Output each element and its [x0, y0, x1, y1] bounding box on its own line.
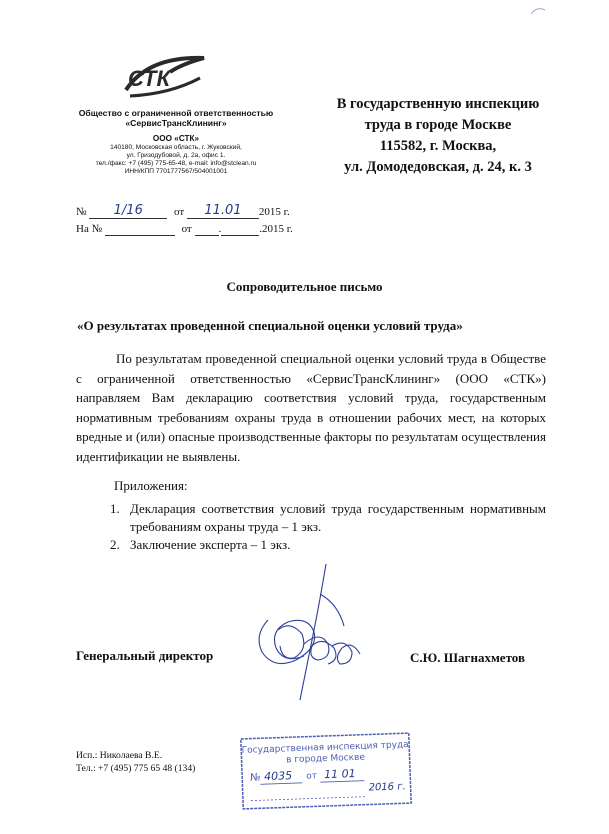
on-date-sep: . [218, 223, 222, 235]
company-line-1: Общество с ограниченной ответственностью [78, 108, 274, 118]
company-logo [118, 50, 210, 102]
addressee-block [318, 94, 558, 178]
company-address-1: 140180, Московская область, г. Жуковский, [110, 144, 242, 151]
on-month-blank [221, 235, 259, 236]
stamp-date: 11 01 [323, 766, 356, 782]
executor-name: Исп.: Николаева В.Е. [76, 750, 163, 761]
attachment-text: Декларация соответствия условий труда государственным нормативным требованиям охраны труда – 1 экз. [130, 501, 546, 534]
attachment-item [110, 536, 546, 554]
ref-from-label: от [174, 206, 185, 218]
company-block [62, 108, 290, 176]
stamp-line-2: в городе Москве [286, 752, 366, 766]
company-address-2: ул. Гризодубовой, д. 2а, офис 1. [126, 152, 226, 159]
outgoing-reference [76, 204, 290, 219]
ref-number: 1/16 [89, 204, 167, 219]
company-contacts: тел./факс: +7 (495) 775-65-48, e-mail: info@stclean.ru [95, 160, 257, 167]
on-number-blank [105, 235, 175, 236]
logo-text: СТК [128, 66, 171, 91]
ref-no-prefix: № [76, 206, 87, 218]
addressee-line-3: 115582, г. Москва, [379, 138, 497, 154]
signatory-position: Генеральный директор [76, 648, 214, 663]
addressee-line-1: В государственную инспекцию [336, 96, 540, 112]
on-day-blank [195, 235, 219, 236]
attachment-number: 1. [110, 501, 120, 516]
registration-stamp [236, 732, 416, 810]
pen-mark-icon [529, 4, 547, 18]
executor-phone: Тел.: +7 (495) 775 65 48 (134) [76, 763, 196, 774]
stamp-number: 4035 [263, 769, 293, 784]
ref-year: 2015 г. [258, 206, 290, 218]
company-short-name: ООО «СТК» [152, 134, 200, 143]
incoming-reference [76, 222, 293, 236]
ref-date: 11.01 [187, 204, 259, 219]
attachment-number: 2. [110, 537, 120, 552]
company-inn: ИНН/КПП 7701777567/504001001 [124, 168, 228, 175]
attachments-heading: Приложения: [114, 478, 188, 493]
addressee-line-4: ул. Домодедовская, д. 24, к. 3 [344, 159, 532, 175]
handwritten-signature [248, 560, 368, 710]
attachment-text: Заключение эксперта – 1 экз. [130, 537, 291, 552]
document-title: Сопроводительное письмо [226, 279, 383, 294]
on-prefix: На № [76, 223, 103, 235]
on-from-label: от [181, 223, 192, 235]
company-line-2: «СервисТрансКлининг» [125, 118, 227, 128]
stamp-year: 2016 г. [368, 781, 406, 794]
on-year: .2015 г. [259, 223, 293, 235]
letter-body: По результатам проведенной специальной оценки условий труда в Обществе с ограниченной ответственностью «СервисТрансКлининг» (ООО «СТК») направляем Вам декларацию соответствия условий труда, государственным нормативным требованиям охраны труда в отношении рабочих мест, на которых вредные и (или) опасные производственные факторы по результатам осуществления идентификации не выявлены. [76, 351, 546, 464]
stamp-from-label: от [306, 771, 318, 782]
attachment-item [110, 500, 546, 536]
stamp-line-1: Государственная инспекция труда [241, 740, 409, 756]
signatory-name: С.Ю. Шагнахметов [410, 650, 525, 665]
document-subject: «О результатах проведенной специальной оценки условий труда» [77, 318, 463, 333]
addressee-line-2: труда в городе Москве [364, 117, 512, 133]
executor-block [76, 749, 195, 775]
stamp-num-prefix: № [250, 772, 261, 784]
